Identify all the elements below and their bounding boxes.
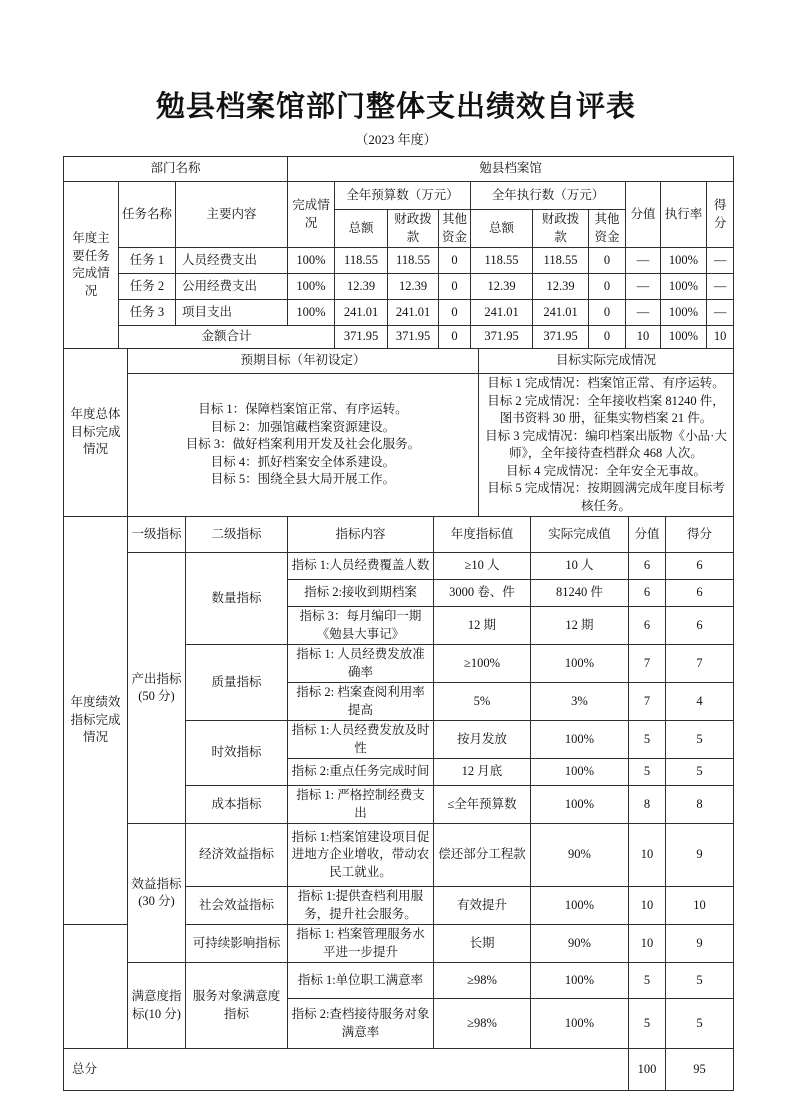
actual-goal-item: 目标 3 完成情况：编印档案出版物《小品·大师》，全年接待查档群众 468 人次。 (485, 428, 727, 460)
indicator-points: 6 (629, 553, 666, 580)
indicator-target: 12 月底 (434, 759, 531, 786)
total-score-value: 95 (666, 1049, 734, 1091)
indicator-score: 5 (666, 721, 734, 759)
task-rate: 100% (661, 300, 707, 326)
indicator-actual: 100% (531, 963, 629, 999)
section-label-indicators: 年度绩效指标完成情况 (64, 517, 128, 925)
amount-budget-fiscal: 371.95 (388, 326, 439, 349)
task-budget-fiscal: 241.01 (388, 300, 439, 326)
indicator-actual: 90% (531, 824, 629, 887)
indicator-points: 7 (629, 683, 666, 721)
task-budget-fiscal: 12.39 (388, 274, 439, 300)
indicator-actual: 100% (531, 999, 629, 1049)
indicator-points: 5 (629, 999, 666, 1049)
col-header-actual-value: 实际完成值 (531, 517, 629, 553)
expected-goal-item: 目标 3：做好档案利用开发及社会化服务。 (185, 437, 421, 452)
level2-service: 服务对象满意度指标 (186, 963, 288, 1049)
amount-rate: 100% (661, 326, 707, 349)
indicator-content: 指标 1:档案馆建设项目促进地方企业增收，带动农民工就业。 (288, 824, 434, 887)
indicator-target: 3000 卷、件 (434, 580, 531, 607)
level2-social: 社会效益指标 (186, 887, 288, 925)
indicator-actual: 100% (531, 887, 629, 925)
task-exec-total: 12.39 (471, 274, 533, 300)
indicator-actual: 81240 件 (531, 580, 629, 607)
actual-goals-cell (479, 374, 734, 517)
indicator-points: 10 (629, 824, 666, 887)
indicator-content: 指标 1:人员经费覆盖人数 (288, 553, 434, 580)
indicator-content: 指标 1: 严格控制经费支出 (288, 786, 434, 824)
expected-goal-item: 目标 2：加强馆藏档案资源建设。 (210, 419, 396, 434)
indicator-target: 有效提升 (434, 887, 531, 925)
col-header-exec-group: 全年执行数（万元） (471, 182, 626, 210)
indicator-content: 指标 1:提供查档利用服务，提升社会服务。 (288, 887, 434, 925)
task-name: 任务 2 (119, 274, 176, 300)
col-header-budget-fiscal: 财政拨款 (388, 210, 439, 248)
amount-exec-other: 0 (589, 326, 626, 349)
col-header-budget-group: 全年预算数（万元） (335, 182, 471, 210)
amount-exec-total: 371.95 (471, 326, 533, 349)
task-budget-total: 241.01 (335, 300, 388, 326)
task-score: — (707, 274, 734, 300)
task-exec-other: 0 (589, 300, 626, 326)
task-budget-total: 12.39 (335, 274, 388, 300)
level2-timeliness: 时效指标 (186, 721, 288, 786)
indicator-target: ≥10 人 (434, 553, 531, 580)
goals-table (63, 348, 734, 517)
indicator-target: ≥100% (434, 645, 531, 683)
indicator-points: 6 (629, 607, 666, 645)
col-header-score: 得分 (707, 182, 734, 248)
total-score-label: 总分 (64, 1049, 629, 1091)
task-score: — (707, 248, 734, 274)
task-name: 任务 3 (119, 300, 176, 326)
task-points: — (626, 248, 661, 274)
indicator-actual: 100% (531, 645, 629, 683)
task-budget-total: 118.55 (335, 248, 388, 274)
indicator-content: 指标 2: 档案查阅利用率提高 (288, 683, 434, 721)
page-title: 勉县档案馆部门整体支出绩效自评表 (155, 91, 636, 123)
indicator-actual: 10 人 (531, 553, 629, 580)
task-content: 项目支出 (176, 300, 288, 326)
col-header-completion: 完成情况 (288, 182, 335, 248)
indicator-actual: 100% (531, 721, 629, 759)
tasks-table (63, 156, 734, 349)
task-content: 公用经费支出 (176, 274, 288, 300)
task-budget-other: 0 (439, 300, 471, 326)
level2-economic: 经济效益指标 (186, 824, 288, 887)
col-header-task-name: 任务名称 (119, 182, 176, 248)
col-header-exec-fiscal: 财政拨款 (533, 210, 589, 248)
task-row (64, 248, 734, 274)
actual-goals-header: 目标实际完成情况 (479, 349, 734, 374)
indicator-score: 5 (666, 999, 734, 1049)
task-exec-total: 241.01 (471, 300, 533, 326)
indicator-score: 8 (666, 786, 734, 824)
col-header-exec-total: 总额 (471, 210, 533, 248)
indicator-points: 5 (629, 759, 666, 786)
indicator-points: 8 (629, 786, 666, 824)
actual-goal-item: 目标 4 完成情况：全年安全无事故。 (505, 463, 706, 478)
total-score-row (64, 1049, 734, 1091)
indicator-score: 5 (666, 759, 734, 786)
task-completion: 100% (288, 274, 335, 300)
task-name: 任务 1 (119, 248, 176, 274)
indicator-content: 指标 1:单位职工满意率 (288, 963, 434, 999)
indicator-content: 指标 1:人员经费发放及时性 (288, 721, 434, 759)
col-header-level1: 一级指标 (128, 517, 186, 553)
col-header-budget-other: 其他资金 (439, 210, 471, 248)
task-content: 人员经费支出 (176, 248, 288, 274)
col-header-indicator-content: 指标内容 (288, 517, 434, 553)
indicator-score: 9 (666, 925, 734, 963)
indicator-points: 10 (629, 925, 666, 963)
indicator-target: 偿还部分工程款 (434, 824, 531, 887)
amount-exec-fiscal: 371.95 (533, 326, 589, 349)
indicator-target: 长期 (434, 925, 531, 963)
indicator-actual: 3% (531, 683, 629, 721)
indicators-table (63, 516, 734, 1091)
indicator-row (64, 963, 734, 999)
indicator-score: 6 (666, 553, 734, 580)
indicator-score: 5 (666, 963, 734, 999)
col-header-level2: 二级指标 (186, 517, 288, 553)
col-header-target-value: 年度指标值 (434, 517, 531, 553)
section-label-goals: 年度总体目标完成情况 (64, 349, 128, 517)
actual-goal-item: 目标 2 完成情况：全年接收档案 81240 件，图书资料 30 册，征集实物档案 21 件。 (487, 393, 725, 425)
indicator-content: 指标 1: 人员经费发放准确率 (288, 645, 434, 683)
task-exec-total: 118.55 (471, 248, 533, 274)
indicator-points: 7 (629, 645, 666, 683)
actual-goal-item: 目标 5 完成情况：按期圆满完成年度目标考核任务。 (487, 481, 725, 513)
indicator-actual: 100% (531, 786, 629, 824)
task-points: — (626, 300, 661, 326)
task-rate: 100% (661, 248, 707, 274)
col-header-exec-rate: 执行率 (661, 182, 707, 248)
task-row (64, 274, 734, 300)
task-points: — (626, 274, 661, 300)
expected-goal-item: 目标 4：抓好档案安全体系建设。 (210, 454, 396, 469)
amount-total-row (64, 326, 734, 349)
col-header-ind-score: 得分 (666, 517, 734, 553)
task-completion: 100% (288, 300, 335, 326)
expected-goals-cell (128, 374, 479, 517)
amount-budget-other: 0 (439, 326, 471, 349)
amount-points: 10 (626, 326, 661, 349)
indicator-target: 按月发放 (434, 721, 531, 759)
indicator-score: 7 (666, 645, 734, 683)
indicator-content: 指标 1: 档案管理服务水平进一步提升 (288, 925, 434, 963)
task-exec-fiscal: 241.01 (533, 300, 589, 326)
indicator-actual: 90% (531, 925, 629, 963)
indicator-target: ≥98% (434, 963, 531, 999)
indicator-points: 10 (629, 887, 666, 925)
task-completion: 100% (288, 248, 335, 274)
amount-total-label: 金额合计 (119, 326, 335, 349)
indicator-points: 5 (629, 963, 666, 999)
indicator-actual: 12 期 (531, 607, 629, 645)
indicator-actual: 100% (531, 759, 629, 786)
level1-output: 产出指标(50 分) (128, 553, 186, 824)
amount-budget-total: 371.95 (335, 326, 388, 349)
indicator-score: 6 (666, 607, 734, 645)
indicator-score: 4 (666, 683, 734, 721)
task-score: — (707, 300, 734, 326)
level2-cost: 成本指标 (186, 786, 288, 824)
indicator-target: 12 期 (434, 607, 531, 645)
col-header-points: 分值 (626, 182, 661, 248)
page-subtitle: （2023 年度） (355, 132, 437, 147)
section-label-indicators-empty (64, 925, 128, 1049)
level2-quantity: 数量指标 (186, 553, 288, 645)
total-points-value: 100 (629, 1049, 666, 1091)
indicator-score: 10 (666, 887, 734, 925)
indicator-content: 指标 3：每月编印一期《勉县大事记》 (288, 607, 434, 645)
indicator-row (64, 553, 734, 580)
col-header-budget-total: 总额 (335, 210, 388, 248)
indicator-target: 5% (434, 683, 531, 721)
section-label-tasks: 年度主要任务完成情况 (64, 182, 119, 349)
indicator-content: 指标 2:查档接待服务对象满意率 (288, 999, 434, 1049)
task-exec-other: 0 (589, 248, 626, 274)
col-header-exec-other: 其他资金 (589, 210, 626, 248)
level2-sustain: 可持续影响指标 (186, 925, 288, 963)
indicator-points: 5 (629, 721, 666, 759)
expected-goals-header: 预期目标（年初设定） (128, 349, 479, 374)
level2-quality: 质量指标 (186, 645, 288, 721)
task-row (64, 300, 734, 326)
col-header-ind-points: 分值 (629, 517, 666, 553)
dept-name-label: 部门名称 (64, 157, 288, 182)
dept-name-value: 勉县档案馆 (288, 157, 734, 182)
actual-goal-item: 目标 1 完成情况：档案馆正常、有序运转。 (487, 376, 725, 390)
task-budget-fiscal: 118.55 (388, 248, 439, 274)
indicator-points: 6 (629, 580, 666, 607)
task-rate: 100% (661, 274, 707, 300)
task-exec-fiscal: 118.55 (533, 248, 589, 274)
col-header-main-content: 主要内容 (176, 182, 288, 248)
indicator-target: ≤全年预算数 (434, 786, 531, 824)
indicator-target: ≥98% (434, 999, 531, 1049)
task-exec-other: 0 (589, 274, 626, 300)
expected-goal-item: 目标 5：围绕全县大局开展工作。 (210, 472, 396, 487)
indicator-content: 指标 2:重点任务完成时间 (288, 759, 434, 786)
indicator-score: 6 (666, 580, 734, 607)
task-budget-other: 0 (439, 248, 471, 274)
indicator-content: 指标 2:接收到期档案 (288, 580, 434, 607)
level1-satisfaction: 满意度指标(10 分) (128, 963, 186, 1049)
expected-goal-item: 目标 1：保障档案馆正常、有序运转。 (198, 402, 408, 417)
indicator-row (64, 824, 734, 887)
level1-benefit: 效益指标(30 分) (128, 824, 186, 963)
amount-score: 10 (707, 326, 734, 349)
task-exec-fiscal: 12.39 (533, 274, 589, 300)
indicator-score: 9 (666, 824, 734, 887)
task-budget-other: 0 (439, 274, 471, 300)
